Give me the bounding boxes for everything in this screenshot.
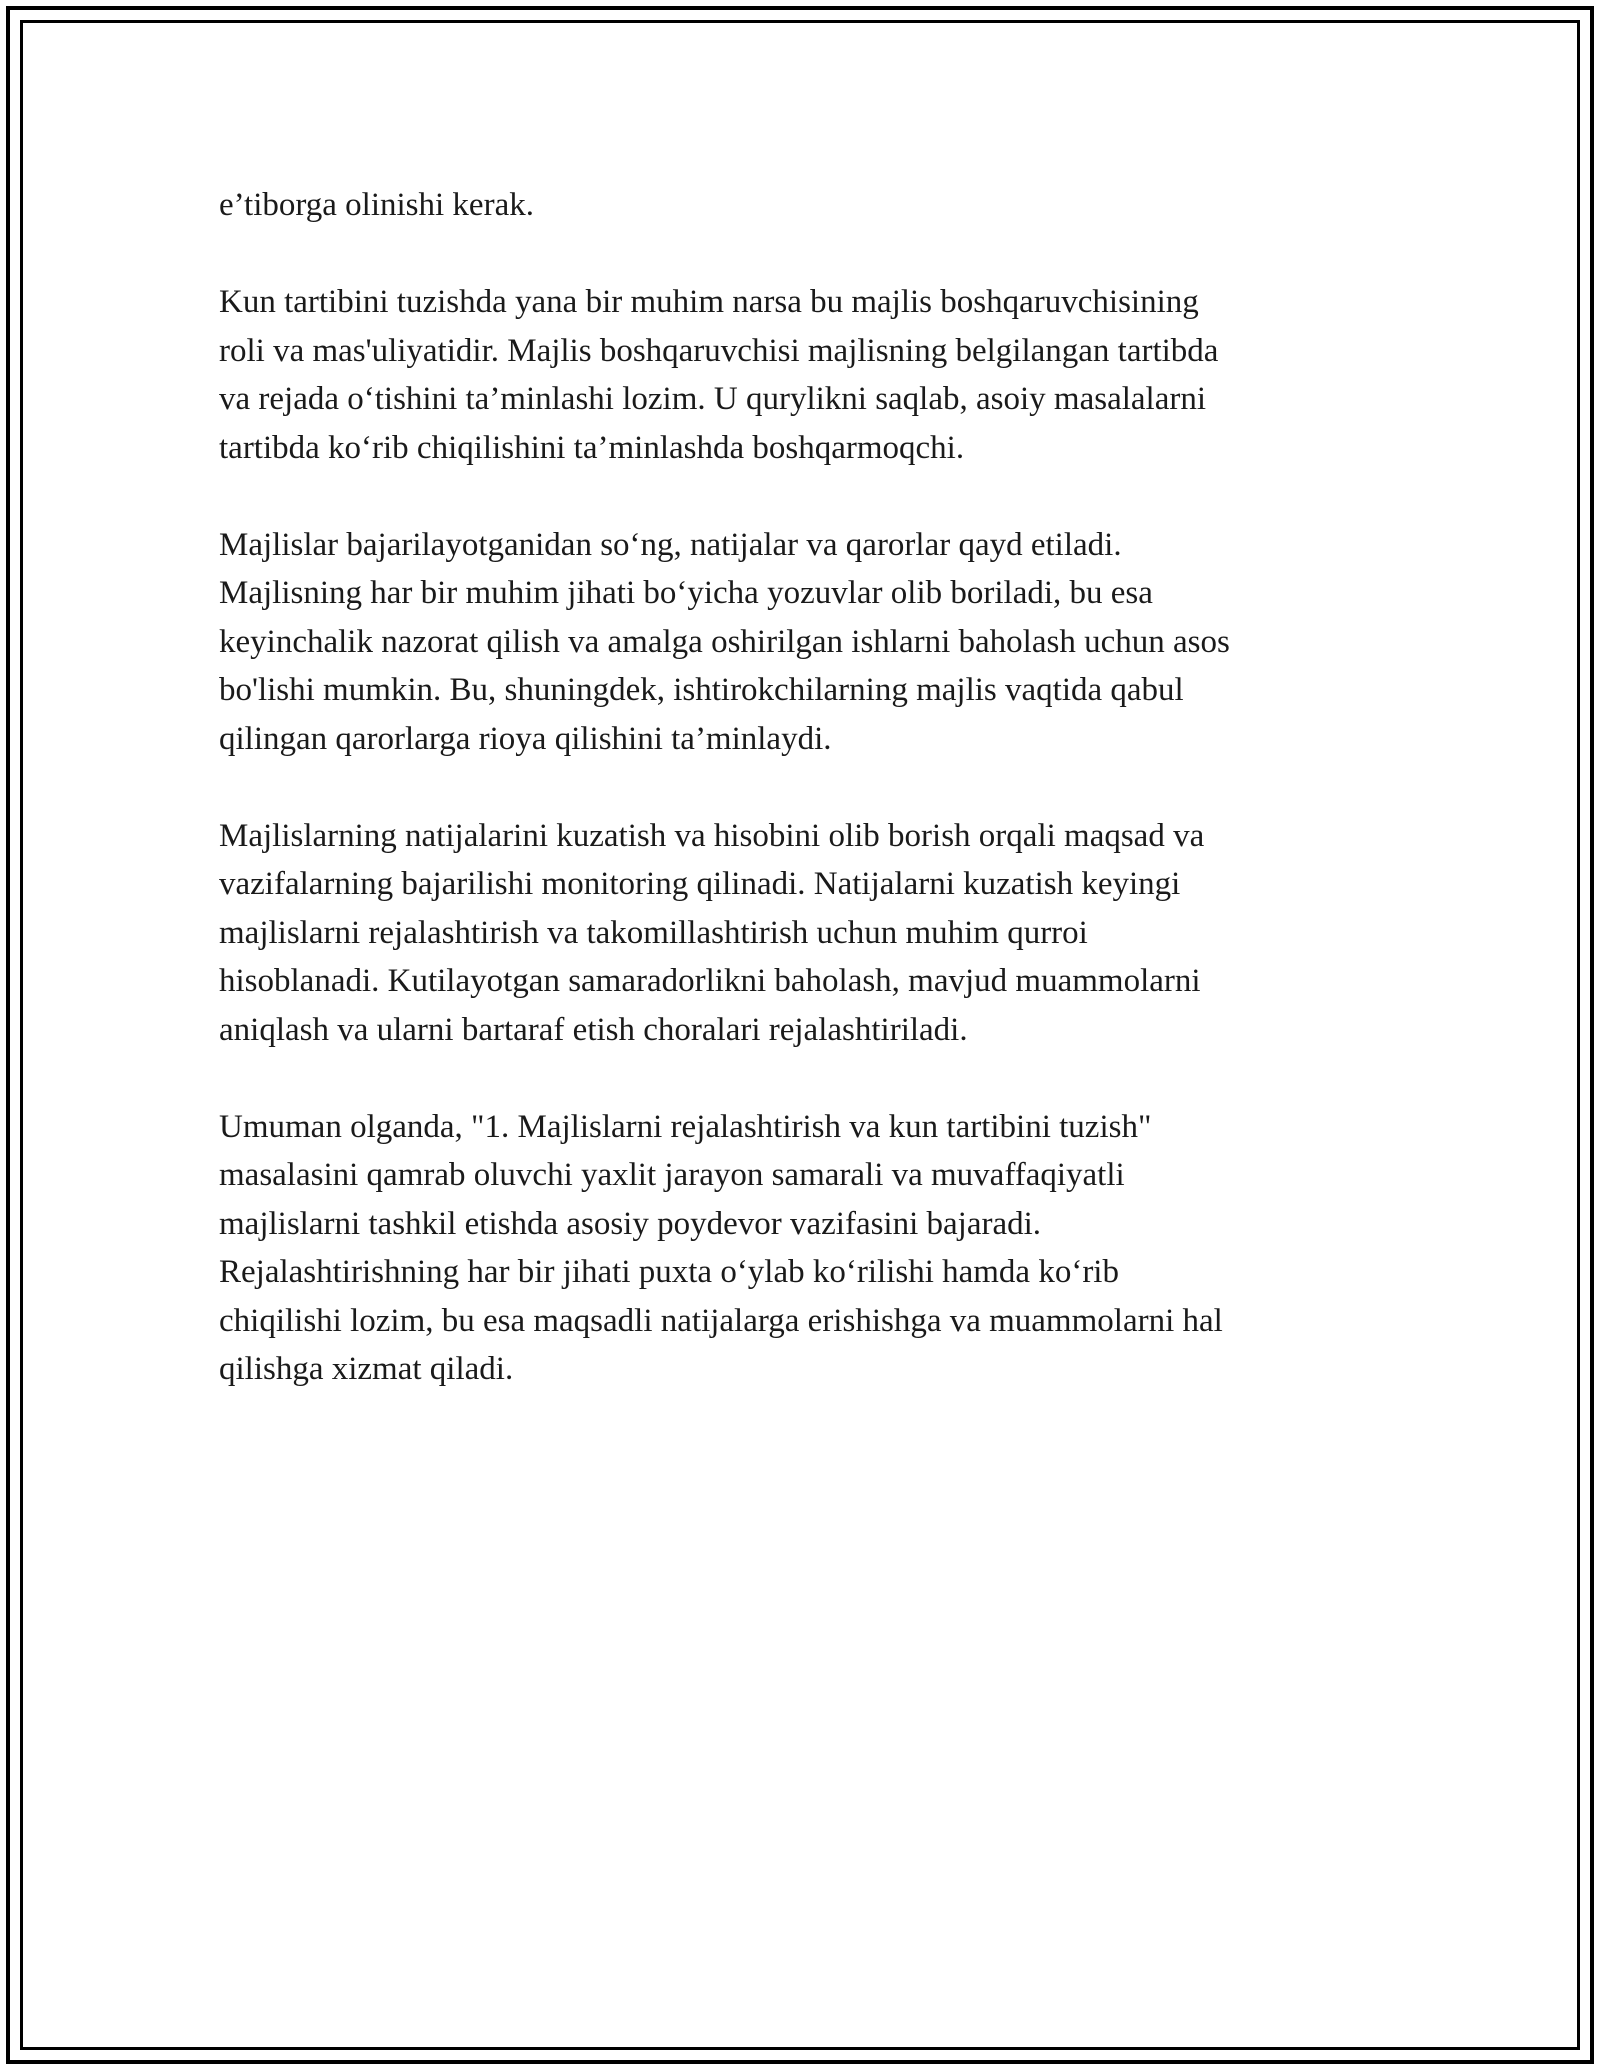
text-line: Majlislar bajarilayotganidan so‘ng, natijalar va qarorlar qayd etiladi. (219, 526, 1122, 563)
text-line: va rejada o‘tishini ta’minlashi lozim. U qurylikni saqlab, asoiy masalalarni (219, 381, 1207, 417)
text-line: majlislarni rejalashtirish va takomillashtirish uchun muhim qurroi (219, 914, 1088, 951)
text-line: e’tiborga olinishi kerak. (219, 187, 534, 223)
text-line: vazifalarning bajarilishi monitoring qilinadi. Natijalarni kuzatish keyingi (219, 866, 1181, 902)
text-line: Majlislarning natijalarini kuzatish va hisobini olib borish orqali maqsad va (219, 817, 1205, 854)
text-line: majlislarni tashkil etishda asosiy poydevor vazifasini bajaradi. (219, 1205, 1042, 1242)
text-line: qilingan qarorlarga rioya qilishini ta’minlaydi. (219, 720, 832, 757)
paragraph-continuation (219, 181, 1379, 230)
text-line: keyinchalik nazorat qilish va amalga oshirilgan ishlarni baholash uchun asos (219, 623, 1230, 660)
paragraph-meeting-chair-role (219, 278, 1379, 472)
text-line: Majlisning har bir muhim jihati bo‘yicha yozuvlar olib boriladi, bu esa (219, 575, 1153, 611)
text-line: chiqilishi lozim, bu esa maqsadli natijalarga erishishga va muammolarni hal (219, 1302, 1223, 1339)
text-line: masalasini qamrab oluvchi yaxlit jarayon samarali va muvaffaqiyatli (219, 1157, 1125, 1193)
text-line: tartibda ko‘rib chiqilishini ta’minlashda boshqarmoqchi. (219, 429, 965, 466)
document-body (219, 181, 1379, 1442)
text-line: Kun tartibini tuzishda yana bir muhim narsa bu majlis boshqaruvchisining (219, 284, 1199, 320)
text-line: Rejalashtirishning har bir jihati puxta o‘ylab ko‘rilishi hamda ko‘rib (219, 1254, 1119, 1290)
text-line: aniqlash va ularni bartaraf etish choralari rejalashtiriladi. (219, 1011, 968, 1048)
text-line: hisoblanadi. Kutilayotgan samaradorlikni baholash, mavjud muammolarni (219, 963, 1201, 999)
text-line: Umuman olganda, "1. Majlislarni rejalashtirish va kun tartibini tuzish" (219, 1108, 1152, 1145)
text-line: bo'lishi mumkin. Bu, shuningdek, ishtirokchilarning majlis vaqtida qabul (219, 672, 1184, 708)
paragraph-results-monitoring (219, 812, 1379, 1055)
paragraph-conclusion (219, 1103, 1379, 1394)
text-line: qilishga xizmat qiladi. (219, 1351, 514, 1387)
paragraph-meeting-records (219, 521, 1379, 764)
text-line: roli va mas'uliyatidir. Majlis boshqaruvchisi majlisning belgilangan tartibda (219, 332, 1219, 369)
